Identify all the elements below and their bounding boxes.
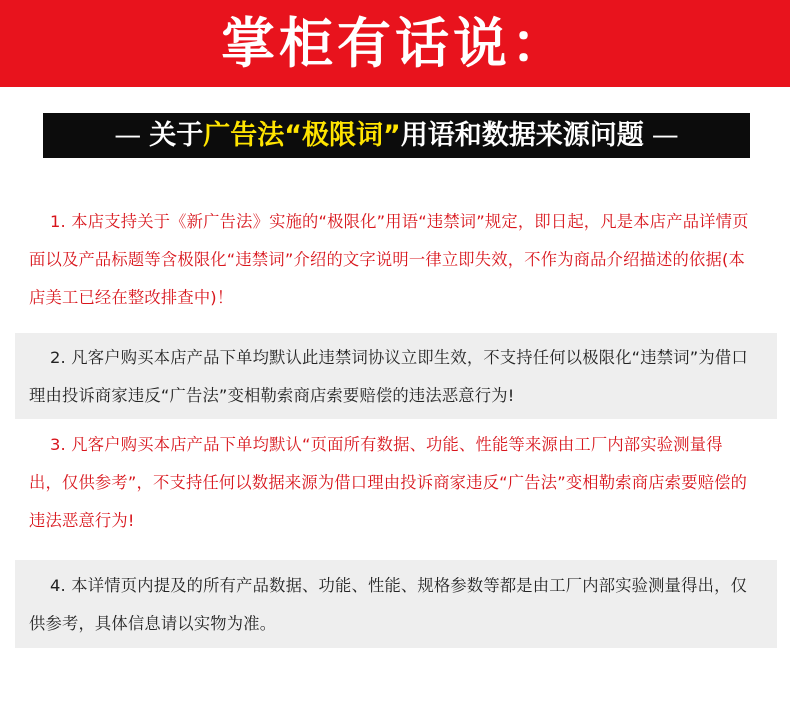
subheader-part-1: 关于: [149, 120, 204, 151]
subheader-dash-right: —: [651, 120, 679, 151]
notice-2-text: 2. 凡客户购买本店产品下单均默认此违禁词协议立即生效，不支持任何以极限化“违禁词”为借口理由投诉商家违反“广告法”变相勒索商店索要赔偿的违法恶意行为!: [29, 348, 748, 405]
notice-3: [15, 422, 777, 547]
title-banner: [0, 0, 790, 87]
banner-title: 掌柜有话说：: [221, 11, 569, 75]
notice-4: [15, 560, 777, 648]
notice-1-text: 1. 本店支持关于《新广告法》实施的“极限化”用语“违禁词”规定，即日起，凡是本店产品详情页面以及产品标题等含极限化“违禁词”介绍的文字说明一律立即失效，不作为商品介绍描述的依据(本店美工已经在整改排查中)！: [29, 212, 749, 307]
notice-4-text: 4. 本详情页内提及的所有产品数据、功能、性能、规格参数等都是由工厂内部实验测量得出，仅供参考，具体信息请以实物为准。: [29, 576, 748, 633]
notice-2: [15, 333, 777, 419]
subheader-highlight: 广告法“极限词”: [203, 120, 401, 151]
notice-1: [15, 198, 777, 323]
subheader-bar: [43, 113, 750, 158]
notice-3-text: 3. 凡客户购买本店产品下单均默认“页面所有数据、功能、性能等来源由工厂内部实验测量得出，仅供参考”，不支持任何以数据来源为借口理由投诉商家违反“广告法”变相勒索商店索要赔偿的违法恶意行为!: [29, 435, 748, 530]
subheader-dash-left: —: [114, 120, 142, 151]
subheader-part-3: 用语和数据来源问题: [400, 120, 644, 151]
